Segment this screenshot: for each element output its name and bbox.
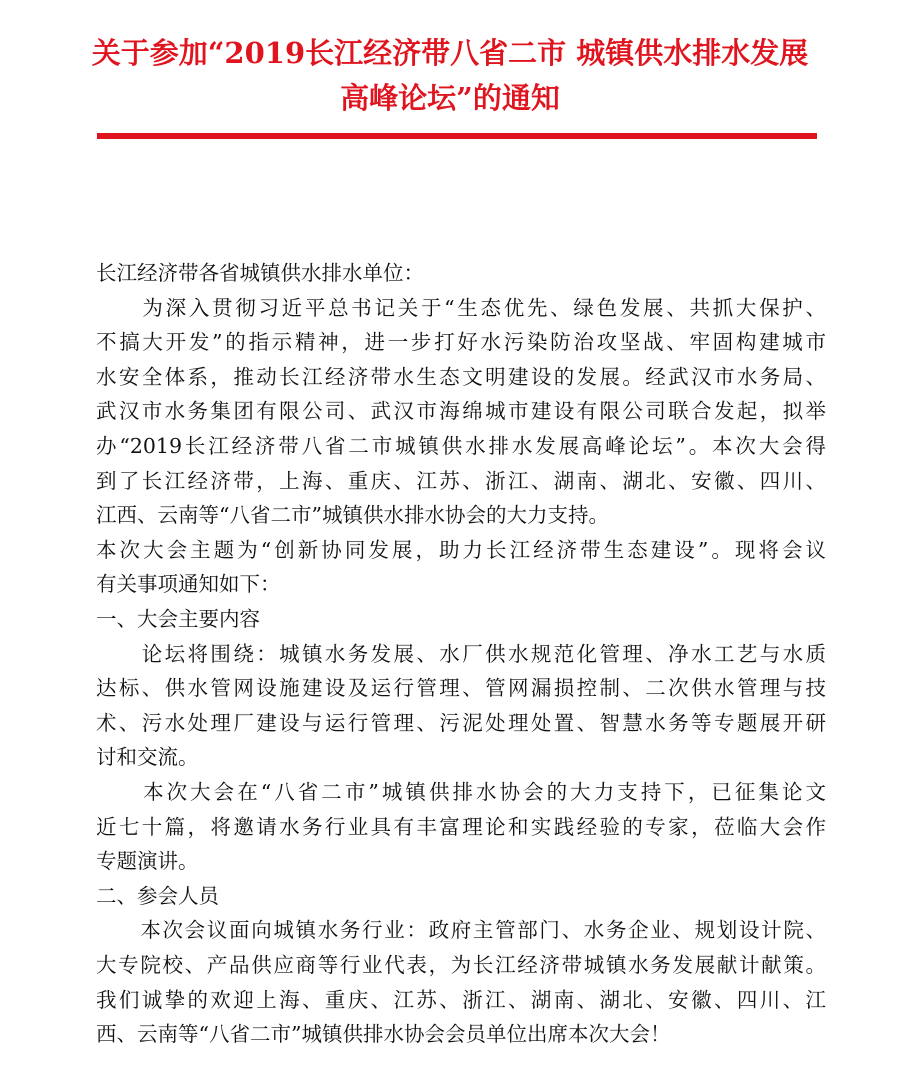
body-line: 武汉市水务集团有限公司、武汉市海绵城市建设有限公司联合发起，拟举 (96, 399, 826, 424)
title-divider (97, 133, 817, 139)
body-line: 专题演讲。 (96, 849, 199, 874)
body-line: 办“2019长江经济带八省二市城镇供水排水发展高峰论坛”。本次大会得 (96, 434, 826, 458)
notice-title-line-2: 高峰论坛”的通知 (340, 81, 560, 115)
body-line: 本次会议面向城镇水务行业：政府主管部门、水务企业、规划设计院、 (96, 918, 826, 943)
body-line: 本次大会主题为“创新协同发展，助力长江经济带生态建设”。现将会议 (96, 537, 826, 562)
body-line: 达标、供水管网设施建设及运行管理、管网漏损控制、二次供水管理与技 (96, 676, 826, 701)
body-line: 讨和交流。 (96, 745, 199, 770)
body-line: 近七十篇，将邀请水务行业具有丰富理论和实践经验的专家，莅临大会作 (96, 814, 826, 839)
body-line: 不搞大开发”的指示精神，进一步打好水污染防治攻坚战、牢固构建城市 (96, 330, 826, 355)
body-line: 长江经济带各省城镇供水排水单位： (96, 261, 424, 285)
body-line: 本次大会在“八省二市”城镇供排水协会的大力支持下，已征集论文 (96, 780, 826, 804)
body-line: 西、云南等“八省二市”城镇供排水协会会员单位出席本次大会！ (96, 1022, 671, 1047)
body-line: 有关事项通知如下： (96, 572, 281, 597)
notice-title-line-1: 关于参加“2019长江经济带八省二市 城镇供水排水发展 (91, 36, 809, 70)
body-line: 到了长江经济带，上海、重庆、江苏、浙江、湖南、湖北、安徽、四川、 (96, 468, 826, 493)
body-line: 二、参会人员 (96, 883, 219, 908)
body-line: 水安全体系，推动长江经济带水生态文明建设的发展。经武汉市水务局、 (96, 364, 826, 389)
body-line: 一、大会主要内容 (96, 607, 260, 631)
body-line: 江西、云南等“八省二市”城镇供水排水协会的大力支持。 (96, 503, 609, 528)
body-line: 术、污水处理厂建设与运行管理、污泥处理处置、智慧水务等专题展开研 (96, 710, 826, 735)
body-line: 大专院校、产品供应商等行业代表，为长江经济带城镇水务发展献计献策。 (96, 953, 826, 977)
body-line: 为深入贯彻习近平总书记关于“生态优先、绿色发展、共抓大保护、 (96, 295, 826, 320)
body-line: 论坛将围绕：城镇水务发展、水厂供水规范化管理、净水工艺与水质 (96, 641, 826, 666)
body-line: 我们诚挚的欢迎上海、重庆、江苏、浙江、湖南、湖北、安徽、四川、江 (96, 987, 826, 1012)
